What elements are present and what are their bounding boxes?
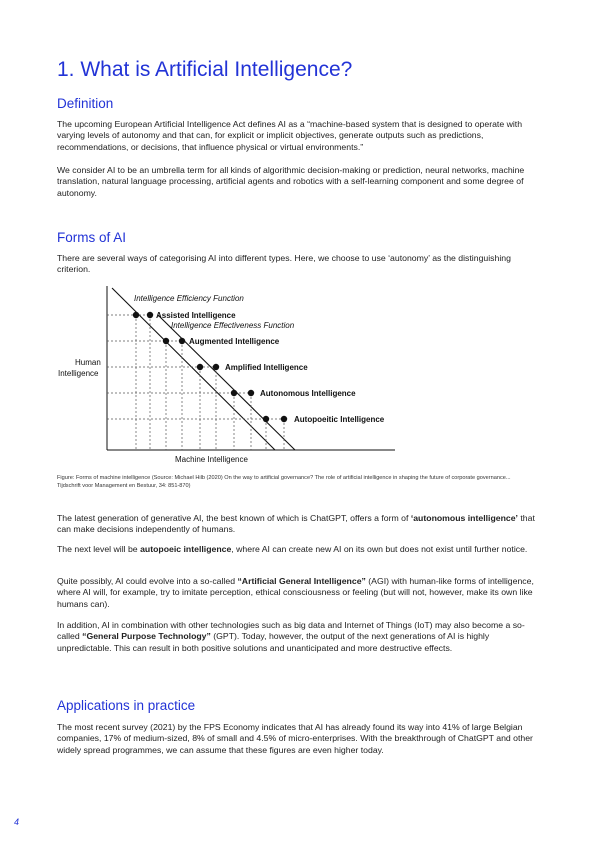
marker-autonomous-efficiency: [231, 390, 237, 396]
marker-augmented-efficiency: [163, 338, 169, 344]
forms-paragraph-3: Quite possibly, AI could evolve into a so-called “Artificial General Intelligence” (AGI) with human-like forms of intelligence, where AI will, for example, try to imitate perception, ethical consciousness or feeling (but will not, however, make its own like humans can).: [57, 576, 534, 609]
effectiveness-function-label: Intelligence Effectiveness Function: [171, 321, 295, 330]
definition-paragraph-1: The upcoming European Artificial Intelligence Act defines AI as a “machine-based system that is designed to operate with varying levels of autonomy and that can, for explicit or implicit objectives, generate outputs such as predictions, recommendations, or decisions, that influence physical or virtual environments.”: [57, 119, 523, 152]
figure-caption: Figure: Forms of machine intelligence (Source: Michael Hilb (2020) On the way to artificial governance? The role of artificial intelligence in shaping the future of corporate governance... Tijdschrift voor Management en Bestuur, 34: 851-870): [57, 475, 511, 489]
level-label-autopoeitic: Autopoeitic Intelligence: [294, 415, 385, 424]
level-label-amplified: Amplified Intelligence: [225, 363, 308, 372]
forms-paragraph-1: The latest generation of generative AI, the best known of which is ChatGPT, offers a form of ‘autonomous intelligence’ that can make decisions independently of humans.: [57, 513, 535, 535]
forms-intro: There are several ways of categorising AI into different types. Here, we choose to use ‘autonomy’ as the distinguishing criterion.: [57, 253, 511, 275]
x-axis-label: Machine Intelligence: [175, 455, 248, 464]
level-label-assisted: Assisted Intelligence: [156, 311, 236, 320]
marker-amplified-effectiveness: [213, 364, 219, 370]
applications-heading: Applications in practice: [57, 698, 196, 713]
efficiency-function-label: Intelligence Efficiency Function: [134, 294, 244, 303]
marker-amplified-efficiency: [197, 364, 203, 370]
marker-autonomous-effectiveness: [248, 390, 254, 396]
page-number: 4: [14, 817, 20, 827]
forms-heading: Forms of AI: [57, 230, 127, 245]
marker-autopoeitic-efficiency: [263, 416, 269, 422]
level-label-autonomous: Autonomous Intelligence: [260, 389, 356, 398]
marker-autopoeitic-effectiveness: [281, 416, 287, 422]
marker-augmented-effectiveness: [179, 338, 185, 344]
definition-paragraph-2: We consider AI to be an umbrella term for all kinds of algorithmic decision-making or prediction, neural networks, machine translation, natural language processing, artificial agents and robotics with a self-learning component and some degree of autonomy.: [57, 165, 525, 198]
applications-paragraph: The most recent survey (2021) by the FPS Economy indicates that AI has already found its way into 41% of large Belgian companies, 17% of medium-sized, 8% of small and 4.5% of micro-enterprises. With the breakthrough of ChatGPT and other widely spread programmes, we can assume that these figures are even higher today.: [57, 722, 533, 755]
level-label-augmented: Augmented Intelligence: [189, 337, 280, 346]
y-axis-label-line-2: Intelligence: [58, 369, 99, 378]
forms-paragraph-2: The next level will be autopoeic intelligence, where AI can create new AI on its own but does not exist until further notice.: [57, 544, 528, 554]
definition-heading: Definition: [57, 96, 114, 111]
forms-paragraph-4: In addition, AI in combination with other technologies such as big data and Internet of Things (IoT) may also become a so-called “General Purpose Technology” (GPT). Today, however, the output of the next generations of AI is highly unpredictable. This can result in both positive solutions and unanticipated and more destructive effects.: [57, 620, 525, 653]
effectiveness-function-line: [158, 315, 295, 450]
marker-assisted-efficiency: [133, 312, 139, 318]
page-title: 1. What is Artificial Intelligence?: [57, 58, 353, 81]
marker-assisted-effectiveness: [147, 312, 153, 318]
y-axis-label-line-1: Human: [75, 358, 101, 367]
forms-of-ai-figure: [55, 282, 400, 468]
